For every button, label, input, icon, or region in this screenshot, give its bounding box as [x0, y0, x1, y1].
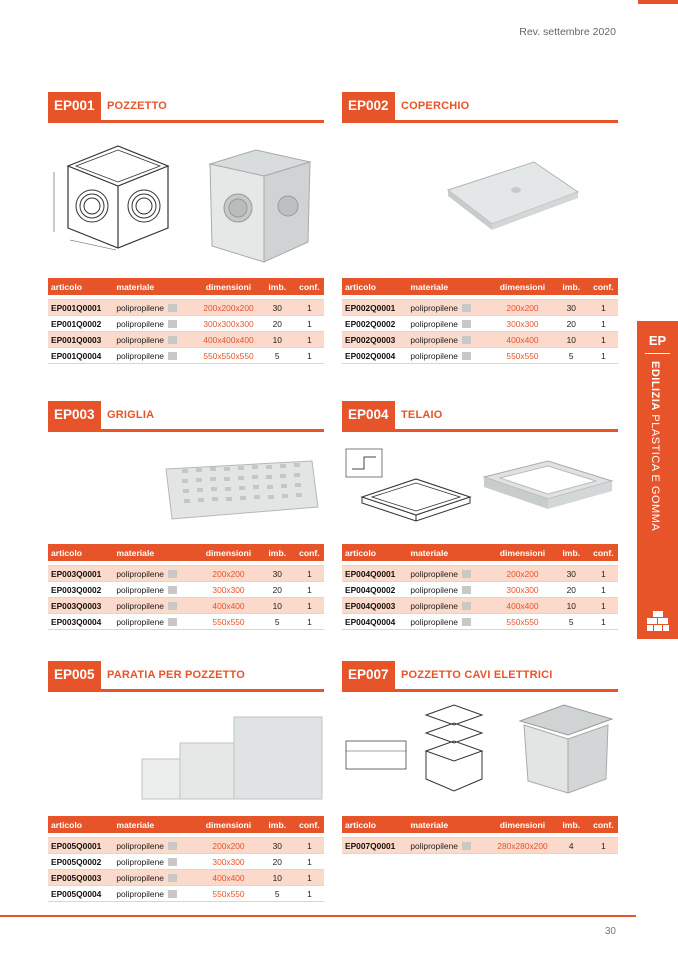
section-title: COPERCHIO — [401, 100, 470, 112]
table-header-row — [48, 278, 324, 295]
col-articolo: articolo — [48, 544, 113, 561]
col-materiale: materiale — [407, 278, 488, 295]
col-materiale: materiale — [113, 278, 194, 295]
table-row: EP004Q0001 polipropilene 200x200 30 1 — [342, 566, 618, 582]
col-imb: imb. — [260, 544, 292, 561]
material-swatch — [462, 336, 471, 344]
col-articolo: articolo — [342, 278, 407, 295]
section-ep007 — [342, 661, 618, 921]
material-swatch — [168, 874, 177, 882]
table-row: EP002Q0003 polipropilene 400x400 10 1 — [342, 332, 618, 348]
table-row: EP005Q0001 polipropilene 200x200 30 1 — [48, 838, 324, 854]
col-imb: imb. — [260, 816, 292, 833]
col-imb: imb. — [554, 544, 586, 561]
material-swatch — [168, 570, 177, 578]
table-row: EP003Q0004 polipropilene 550x550 5 1 — [48, 614, 324, 630]
pozzetto-cavi-drawing-icon — [342, 701, 507, 801]
table-row: EP004Q0004 polipropilene 550x550 5 1 — [342, 614, 618, 630]
table-row: EP005Q0002 polipropilene 300x300 20 1 — [48, 854, 324, 870]
col-materiale: materiale — [113, 816, 194, 833]
spec-table — [342, 278, 618, 364]
material-swatch — [168, 304, 177, 312]
top-accent-bar — [638, 0, 678, 4]
col-dimensioni: dimensioni — [194, 816, 259, 833]
section-ep002 — [342, 92, 618, 361]
col-conf: conf. — [586, 544, 618, 561]
table-row: EP001Q0004 polipropilene 550x550x550 5 1 — [48, 348, 324, 364]
section-header — [48, 92, 324, 123]
col-materiale: materiale — [407, 816, 488, 833]
table-header-row — [48, 816, 324, 833]
col-conf: conf. — [292, 278, 324, 295]
table-header-row — [342, 544, 618, 561]
table-header-row — [342, 816, 618, 833]
section-ep003 — [48, 401, 324, 661]
table-row: EP002Q0002 polipropilene 300x300 20 1 — [342, 316, 618, 332]
section-ep005 — [48, 661, 324, 921]
material-swatch — [168, 858, 177, 866]
section-code: EP002 — [342, 92, 395, 120]
section-title: POZZETTO CAVI ELETTRICI — [401, 669, 553, 681]
table-row: EP004Q0003 polipropilene 400x400 10 1 — [342, 598, 618, 614]
section-ep001 — [48, 92, 324, 361]
col-dimensioni: dimensioni — [488, 278, 553, 295]
spec-table — [48, 278, 324, 364]
material-swatch — [168, 890, 177, 898]
col-articolo: articolo — [48, 816, 113, 833]
section-code: EP003 — [48, 401, 101, 429]
telaio-drawing-icon — [342, 439, 492, 539]
section-header — [48, 401, 324, 432]
material-swatch — [168, 352, 177, 360]
material-swatch — [168, 320, 177, 328]
material-swatch — [462, 618, 471, 626]
col-conf: conf. — [586, 278, 618, 295]
bricks-icon — [647, 611, 669, 631]
revision-date: Rev. settembre 2020 — [519, 26, 616, 38]
col-dimensioni: dimensioni — [194, 544, 259, 561]
material-swatch — [462, 602, 471, 610]
table-row: EP005Q0003 polipropilene 400x400 10 1 — [48, 870, 324, 886]
table-row: EP002Q0001 polipropilene 200x200 30 1 — [342, 300, 618, 316]
category-label: EDILIZIA PLASTICA E GOMMA — [649, 361, 661, 532]
table-header-row — [342, 278, 618, 295]
spec-table — [48, 816, 324, 902]
col-dimensioni: dimensioni — [194, 278, 259, 295]
material-swatch — [168, 336, 177, 344]
material-swatch — [462, 586, 471, 594]
table-row: EP003Q0003 polipropilene 400x400 10 1 — [48, 598, 324, 614]
section-header — [48, 661, 324, 692]
material-swatch — [168, 586, 177, 594]
section-code: EP004 — [342, 401, 395, 429]
category-side-tab — [637, 321, 678, 639]
coperchio-photo-icon — [442, 154, 582, 244]
col-conf: conf. — [586, 816, 618, 833]
col-dimensioni: dimensioni — [488, 816, 553, 833]
section-code: EP005 — [48, 661, 101, 689]
table-row: EP001Q0002 polipropilene 300x300x300 20 1 — [48, 316, 324, 332]
section-header — [342, 92, 618, 123]
col-imb: imb. — [554, 278, 586, 295]
material-swatch — [168, 618, 177, 626]
table-row: EP001Q0003 polipropilene 400x400x400 10 1 — [48, 332, 324, 348]
section-header — [342, 401, 618, 432]
material-swatch — [462, 320, 471, 328]
pozzetto-photo-icon — [200, 142, 320, 266]
col-materiale: materiale — [113, 544, 194, 561]
pozzetto-cavi-photo-icon — [514, 701, 618, 801]
col-conf: conf. — [292, 544, 324, 561]
material-swatch — [462, 842, 471, 850]
material-swatch — [462, 570, 471, 578]
footer-rule — [0, 915, 636, 917]
section-code: EP001 — [48, 92, 101, 120]
table-row: EP003Q0002 polipropilene 300x300 20 1 — [48, 582, 324, 598]
material-swatch — [168, 842, 177, 850]
col-dimensioni: dimensioni — [488, 544, 553, 561]
col-imb: imb. — [554, 816, 586, 833]
pozzetto-drawing-icon — [48, 132, 188, 252]
table-row: EP002Q0004 polipropilene 550x550 5 1 — [342, 348, 618, 364]
section-code: EP007 — [342, 661, 395, 689]
section-ep004 — [342, 401, 618, 661]
col-articolo: articolo — [48, 278, 113, 295]
section-title: POZZETTO — [107, 100, 168, 112]
table-header-row — [48, 544, 324, 561]
section-title: PARATIA PER POZZETTO — [107, 669, 246, 681]
telaio-photo-icon — [478, 455, 618, 531]
griglia-photo-icon — [162, 457, 322, 527]
table-row: EP005Q0004 polipropilene 550x550 5 1 — [48, 886, 324, 902]
col-conf: conf. — [292, 816, 324, 833]
material-swatch — [462, 304, 471, 312]
table-row: EP007Q0001 polipropilene 280x280x200 4 1 — [342, 838, 618, 854]
col-materiale: materiale — [407, 544, 488, 561]
category-code: EP — [648, 333, 667, 348]
table-row: EP004Q0002 polipropilene 300x300 20 1 — [342, 582, 618, 598]
spec-table — [342, 544, 618, 630]
table-row: EP003Q0001 polipropilene 200x200 30 1 — [48, 566, 324, 582]
section-title: TELAIO — [401, 409, 443, 421]
spec-table — [48, 544, 324, 630]
material-swatch — [168, 602, 177, 610]
material-swatch — [462, 352, 471, 360]
col-articolo: articolo — [342, 544, 407, 561]
section-title: GRIGLIA — [107, 409, 155, 421]
col-imb: imb. — [260, 278, 292, 295]
col-articolo: articolo — [342, 816, 407, 833]
section-header — [342, 661, 618, 692]
page-number: 30 — [604, 926, 616, 937]
side-divider — [645, 353, 670, 354]
spec-table — [342, 816, 618, 854]
paratia-photo-icon — [140, 711, 326, 803]
table-row: EP001Q0001 polipropilene 200x200x200 30 1 — [48, 300, 324, 316]
